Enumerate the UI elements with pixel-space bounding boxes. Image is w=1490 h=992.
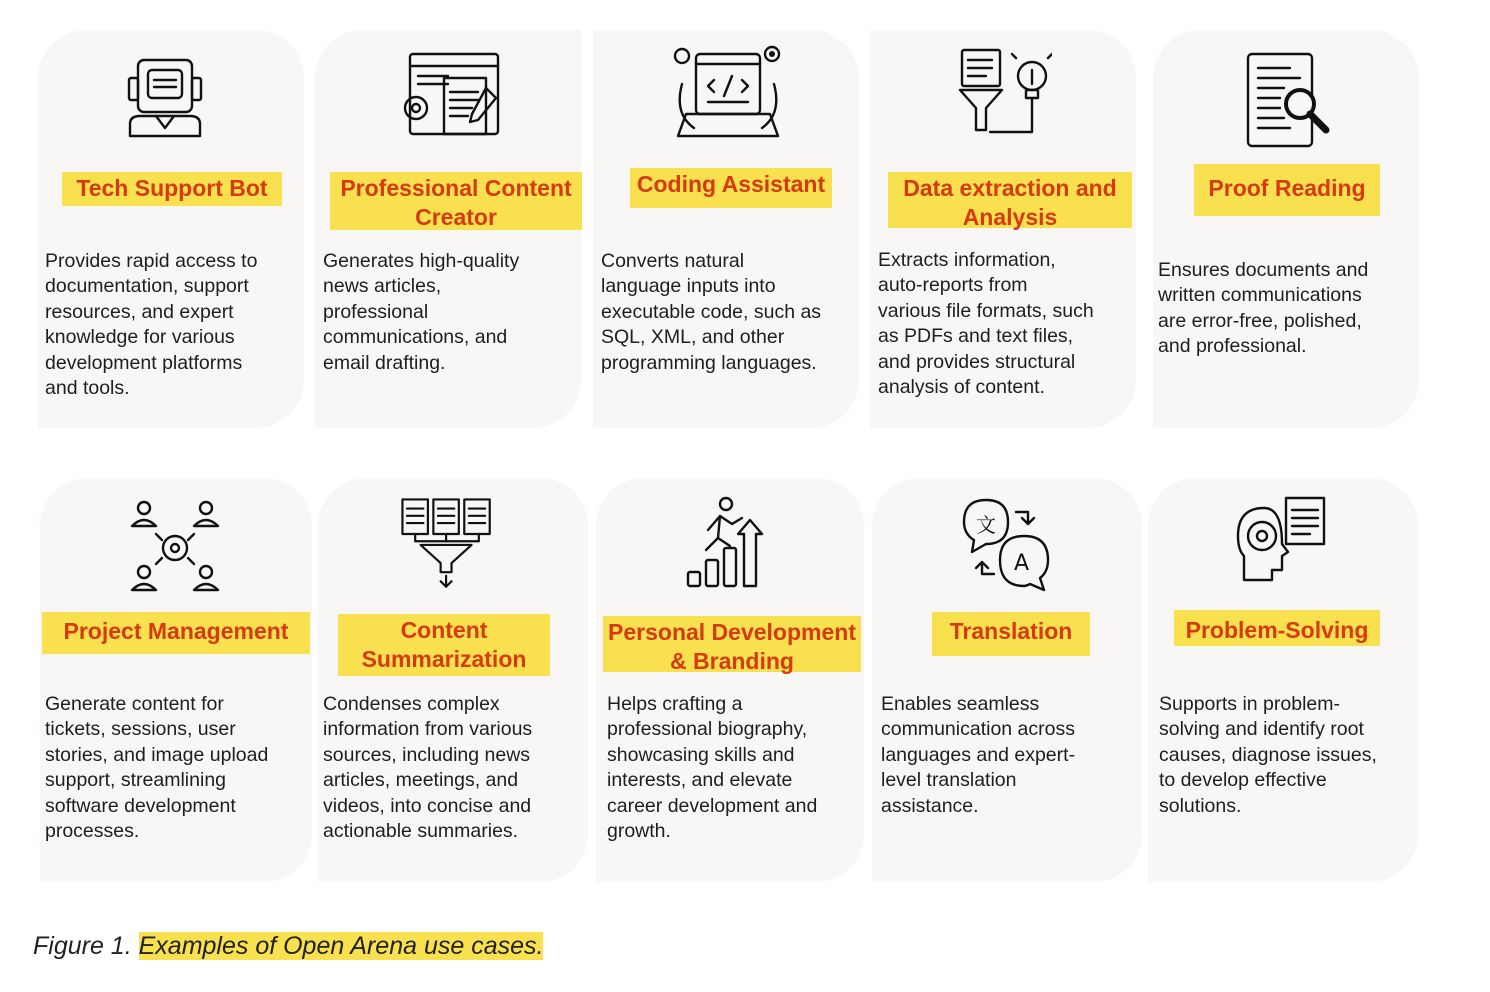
card-title: Coding Assistant — [630, 168, 832, 208]
card-title: Translation — [932, 612, 1090, 656]
translation-icon — [958, 494, 1054, 594]
card-title: Proof Reading — [1194, 164, 1380, 216]
svg-text:A: A — [1014, 551, 1030, 576]
data-extraction-icon — [956, 44, 1052, 144]
card-title: Personal Development & Branding — [603, 616, 861, 672]
card-title: Tech Support Bot — [62, 172, 282, 206]
card-title: Content Summarization — [338, 614, 550, 676]
card-description: Provides rapid access to documentation, support resources, and expert knowledge for various development platforms and tools. — [45, 250, 258, 400]
card-description: Generates high-quality news articles, professional communications, and email drafting. — [323, 250, 520, 374]
card-title: Project Management — [42, 612, 310, 654]
card-description: Generate content for tickets, sessions, user stories, and image upload support, streamlining software development processes. — [45, 693, 269, 843]
card-description: Ensures documents and written communications are error-free, polished, and professional. — [1158, 259, 1369, 358]
caption-highlight: Examples of Open Arena use cases. — [138, 932, 544, 960]
card-title: Professional Content Creator — [330, 172, 582, 230]
problem-solving-icon — [1234, 494, 1330, 594]
support-bot-icon — [120, 50, 210, 150]
card-description: Helps crafting a professional biography, showcasing skills and interests, and elevate career development and growth. — [607, 693, 818, 843]
card-description: Converts natural language inputs into executable code, such as SQL, XML, and other programming languages. — [601, 250, 822, 374]
card-description: Condenses complex information from various sources, including news articles, meetings, and videos, into concise and actionable summaries. — [323, 693, 533, 843]
card-description: Extracts information, auto-reports from various file formats, such as PDFs and text files, and provides structural analysis of content. — [878, 249, 1094, 399]
card-title: Data extraction and Analysis — [888, 172, 1132, 228]
project-management-icon — [126, 494, 224, 594]
content-creator-icon — [398, 48, 502, 148]
coding-assistant-icon — [668, 44, 788, 144]
caption-prefix: Figure 1. — [33, 932, 139, 960]
figure-caption — [33, 932, 543, 961]
card-title: Problem-Solving — [1174, 610, 1380, 646]
summarization-icon — [394, 494, 500, 594]
card-description: Supports in problem- solving and identify root causes, diagnose issues, to develop effective solutions. — [1159, 693, 1377, 817]
card-description: Enables seamless communication across languages and expert- level translation assistance. — [881, 693, 1076, 817]
personal-development-icon — [684, 494, 774, 594]
proof-reading-icon — [1240, 48, 1336, 148]
svg-text:文: 文 — [976, 513, 996, 537]
